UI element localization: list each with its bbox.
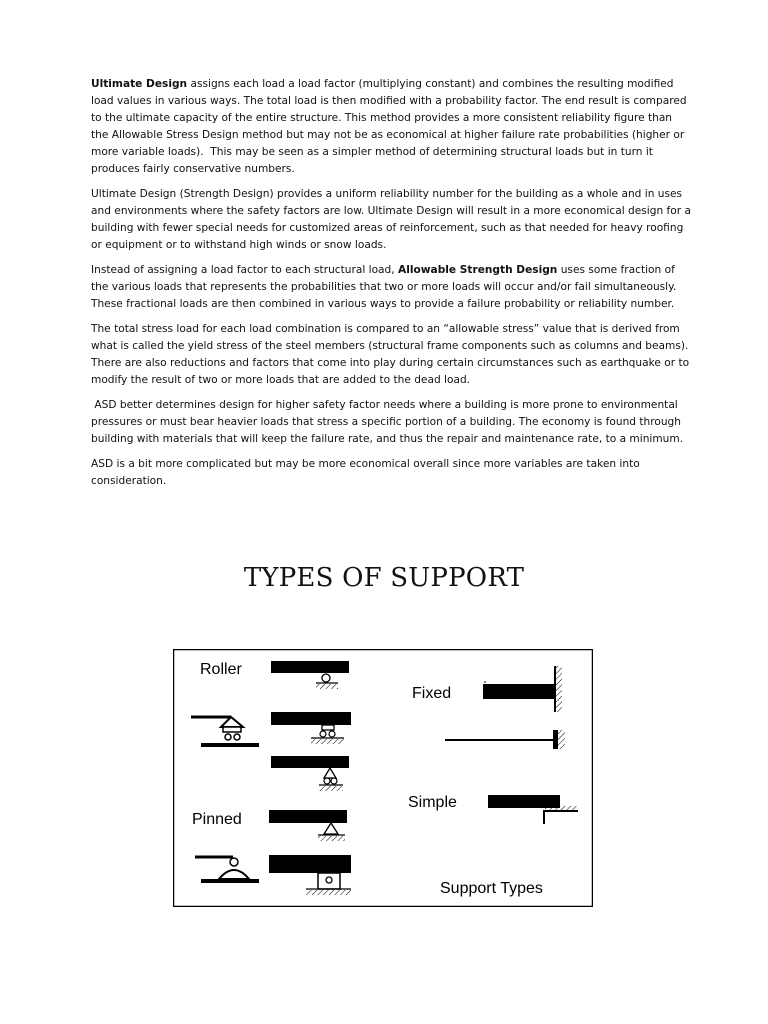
paragraph-3-text: uses some fraction of the various loads that represents the probabilities that two or more loads will occur and/or fail simultaneously. These fractional loads are then combined in various ways to provide a failure probability or reliability number. [91, 264, 680, 311]
paragraph-3-intro: Instead of assigning a load factor to each structural load, [91, 264, 399, 277]
paragraph-6: ASD is a bit more complicated but may be more economical overall since more variables are taken into consideration. [91, 457, 644, 487]
label-pinned: Pinned [192, 811, 242, 828]
term-ultimate-design: Ultimate Design [91, 78, 188, 90]
paragraph-1 [91, 76, 691, 179]
paragraph-5: ASD better determines design for higher safety factor needs where a building is more prone to environmental pressures or must bear heavier loads that stress a specific portion of a building. The economy is found through building with materials that will keep the failure rate, and thus the repair and maintenance rate, to a minimum. [91, 398, 685, 446]
section-heading: TYPES OF SUPPORT [243, 563, 525, 593]
support-types-figure [173, 649, 593, 907]
body-text [91, 76, 695, 498]
support-types-diagram [173, 649, 593, 907]
label-roller: Roller [200, 661, 242, 678]
paragraph-4: The total stress load for each load combination is compared to an “allowable stress” value that is derived from what is called the yield stress of the steel members (structural frame components such as columns and beams). There are also reductions and factors that come into play during certain circumstances such as earthquake or to modify the result of two or more loads that are added to the dead load. [91, 323, 693, 387]
paragraph-3 [91, 262, 691, 313]
paragraph-2: Ultimate Design (Strength Design) provides a uniform reliability number for the building as a whole and in uses and environments where the safety factors are low. Ultimate Design will result in a more economical design for a building with fewer special needs for customized areas of reinforcement, such as that needed for heavy roofing or equipment or to withstand high winds or snow loads. [91, 188, 695, 252]
label-fixed: Fixed [412, 685, 452, 702]
paragraph-1-text: assigns each load a load factor (multiplying constant) and combines the resulting modified load values in various ways. The total load is then modified with a probability factor. The end result is compared to the ultimate capacity of the entire structure. This method provides a more consistent reliability figure than the Allowable Stress Design method but may not be as economical at higher failure rate probabilities (higher or more variable loads). This may be seen as a simpler method of determining structural loads but in turn it produces fairly conservative numbers. [91, 78, 690, 176]
label-support-types: Support Types [440, 880, 543, 897]
term-allowable-strength-design: Allowable Strength Design [398, 264, 558, 277]
label-simple: Simple [408, 794, 457, 811]
